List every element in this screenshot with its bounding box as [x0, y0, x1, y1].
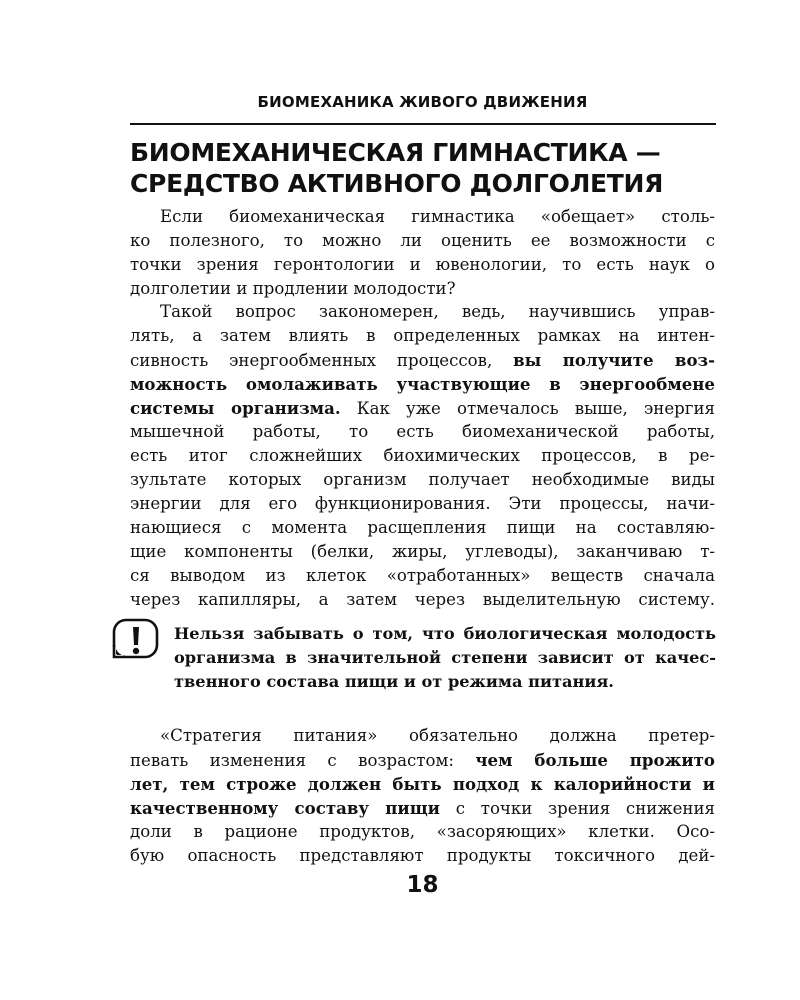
- paragraph-3-line-5: доли в рационе продуктов, «засоряющих» клетки. Осо-: [130, 822, 715, 841]
- paragraph-3-line-6: бую опасность представляют продукты токсичного дей-: [130, 846, 715, 865]
- paragraph-3-line-4: [130, 796, 715, 820]
- paragraph-2-line-9: энергии для его функционирования. Эти процессы, начи-: [130, 494, 715, 513]
- paragraph-2-line-13: через капилляры, а затем через выделительную систему.: [130, 590, 715, 609]
- paragraph-2-line-7: есть итог сложнейших биохимических процессов, в ре-: [130, 446, 715, 465]
- paragraph-2-line-1: Такой вопрос закономерен, ведь, научившись управ-: [160, 302, 715, 321]
- paragraph-2-line-10: нающиеся с момента расщепления пищи на составляю-: [130, 518, 715, 537]
- paragraph-2-line-11: щие компоненты (белки, жиры, углеводы), заканчиваю т-: [130, 542, 715, 561]
- paragraph-1-line-2: ко полезного, то можно ли оценить ее возможности с: [130, 231, 715, 250]
- paragraph-3-line-3: лет, тем строже должен быть подход к калорийности и: [130, 774, 715, 794]
- page-number: 18: [406, 872, 439, 898]
- note-line-1: Нельзя забывать о том, что биологическая молодость: [174, 624, 716, 643]
- exclamation-alert-icon: [111, 617, 161, 661]
- paragraph-2-line-3: [130, 348, 715, 372]
- paragraph-2-line-3-normal: сивность энергообменных процессов,: [130, 351, 514, 370]
- paragraph-2-line-4: можность омолаживать участвующие в энергообмене: [130, 374, 715, 394]
- paragraph-3-line-4-bold: качественному составу пищи: [130, 798, 440, 818]
- section-title-line-1: БИОМЕХАНИЧЕСКАЯ ГИМНАСТИКА —: [130, 138, 661, 167]
- paragraph-1-line-4: долголетии и продлении молодости?: [130, 279, 456, 298]
- section-title-line-2: СРЕДСТВО АКТИВНОГО ДОЛГОЛЕТИЯ: [130, 169, 664, 198]
- paragraph-3-line-2: [130, 748, 715, 772]
- paragraph-2-line-6: мышечной работы, то есть биомеханической работы,: [130, 422, 715, 441]
- paragraph-2-line-2: лять, а затем влиять в определенных рамках на интен-: [130, 326, 715, 345]
- paragraph-2-line-3-bold: вы получите воз-: [513, 350, 716, 370]
- paragraph-3-line-2-bold: чем больше прожито: [475, 750, 716, 770]
- paragraph-1-line-1: Если биомеханическая гимнастика «обещает» столь-: [160, 207, 715, 226]
- paragraph-2-line-5-bold: системы организма.: [130, 398, 341, 418]
- header-rule: [130, 123, 716, 125]
- paragraph-2-line-12: ся выводом из клеток «отработанных» веществ сначала: [130, 566, 715, 585]
- paragraph-2-line-5-normal: Как уже отмечалось выше, энергия: [340, 399, 715, 418]
- paragraph-3-line-2-normal: певать изменения с возрастом:: [130, 751, 476, 770]
- running-head: БИОМЕХАНИКА ЖИВОГО ДВИЖЕНИЯ: [257, 93, 588, 111]
- note-line-3: твенного состава пищи и от режима питания.: [174, 672, 614, 691]
- note-line-2: организма в значительной степени зависит от качес-: [174, 648, 716, 667]
- paragraph-2-line-5: [130, 396, 715, 420]
- paragraph-3-line-1: «Стратегия питания» обязательно должна претер-: [160, 726, 715, 745]
- paragraph-1-line-3: точки зрения геронтологии и ювенологии, то есть наук о: [130, 255, 715, 274]
- paragraph-3-line-4-normal: с точки зрения снижения: [439, 799, 715, 818]
- paragraph-2-line-8: зультате которых организм получает необходимые виды: [130, 470, 715, 489]
- section-title: [130, 137, 720, 199]
